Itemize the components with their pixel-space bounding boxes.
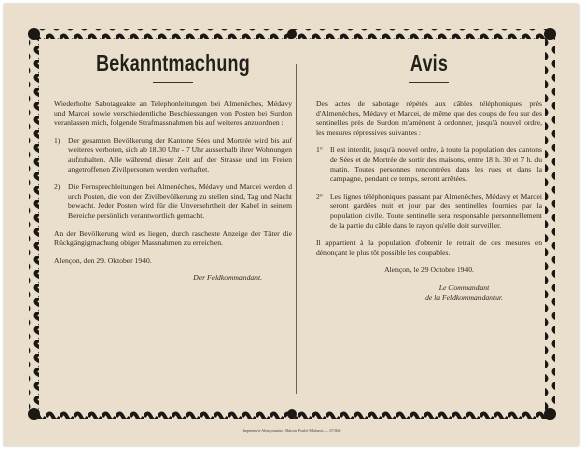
- french-item-2-text: Les lignes téléphoniques passant par Almenèches, Médavy et Marcei seront gardées nuit et jour par des sentinelles fournies par la population civile. Toute sentinelle sera responsable personnellement de la partie du câble dans le rayon qu'elle doit surveiller.: [330, 191, 542, 230]
- poster-sheet: [4, 4, 579, 446]
- german-signature: Der Feldkommandant.: [193, 273, 262, 283]
- german-closing: An der Bevölkerung wird es liegen, durch rascheste Anzeige der Täter die Rückgängigmachung obiger Massnahmen zu erreichen.: [54, 228, 292, 248]
- french-item-1-text: Il est interdit, jusqu'à nouvel ordre, à toute la population des cantons de Sées et de Mortrée de sortir des maisons, entre 18 h. 30 et 7 h. du matin. Toutes personnes rencontrées dans les rues et dans la campagne, pendant ce temps, seront arrêtées.: [330, 145, 542, 184]
- german-title: Bekanntmachung: [96, 50, 250, 76]
- french-item-1-number: 1°: [316, 145, 323, 155]
- printer-imprint: Imprimerie Alençonnaise, Maison Poulet-Malassis — 67.864: [242, 428, 341, 433]
- french-item-2: [316, 192, 542, 230]
- german-item-2-number: 2): [54, 182, 61, 192]
- french-date: Alençon, le 29 Octobre 1940.: [384, 265, 474, 275]
- french-item-2-number: 2°: [316, 191, 323, 201]
- column-divider: [296, 64, 297, 394]
- french-signature-line-1: Le Commandant: [438, 282, 490, 292]
- german-date: Alençon, den 29. Oktober 1940.: [54, 255, 152, 265]
- german-intro: Wiederholte Sabotageakte an Telephonleitungen bei Almenèches, Médavy und Marcei sowie verschiedentliche Beschiessungen von Posten bei Surdon veranlassen mich, folgende Strafmassnahmen bis auf weiteres anzuordnen :: [54, 99, 292, 128]
- french-title: Avis: [409, 50, 449, 76]
- french-item-1: [316, 145, 542, 183]
- french-intro: Des actes de sabotage répétés aux câbles téléphoniques près d'Almenèches, Médavy et Marcei, de même que des coups de feu sur des sentinelles près de Surdon m'amènent à ordonner, jusqu'à nouvel ordre, les mesures répressives suivantes :: [316, 99, 542, 137]
- german-item-1-number: 1): [54, 135, 61, 145]
- french-signature-line-2: de la Feldkommandantur.: [425, 292, 503, 302]
- french-column: [316, 48, 542, 302]
- german-item-1-text: Der gesamten Bevölkerung der Kantone Sées und Mortrée wird bis auf weiteres verboten, sich ab 18.30 Uhr - 7 Uhr ausserhalb ihrer Wohnungen aufzuhalten. Alle während dieser Zeit auf der Strasse und im Freien angetroffenen Zivilpersonen werden verhaftet.: [68, 135, 292, 174]
- german-column: [54, 48, 292, 283]
- german-item-2-text: Die Fernsprechleitungen bei Almenèches, Médavy und Marcei werden d urch Posten, die von der Zivilbevölkerung zu stellen sind, Tag und Nacht bewacht. Jeder Posten wird für die Unversehrtheit der Kabel in seinem Bereiche persönlich verantwortlich gemacht.: [68, 182, 292, 220]
- german-item-2: [54, 182, 292, 220]
- german-item-1: [54, 136, 292, 174]
- french-closing: Il appartient à la population d'obtenir le retrait de ces mesures en dénonçant le plus tôt possible les coupables.: [316, 238, 542, 257]
- german-title-rule: [153, 82, 193, 83]
- french-title-rule: [409, 82, 449, 83]
